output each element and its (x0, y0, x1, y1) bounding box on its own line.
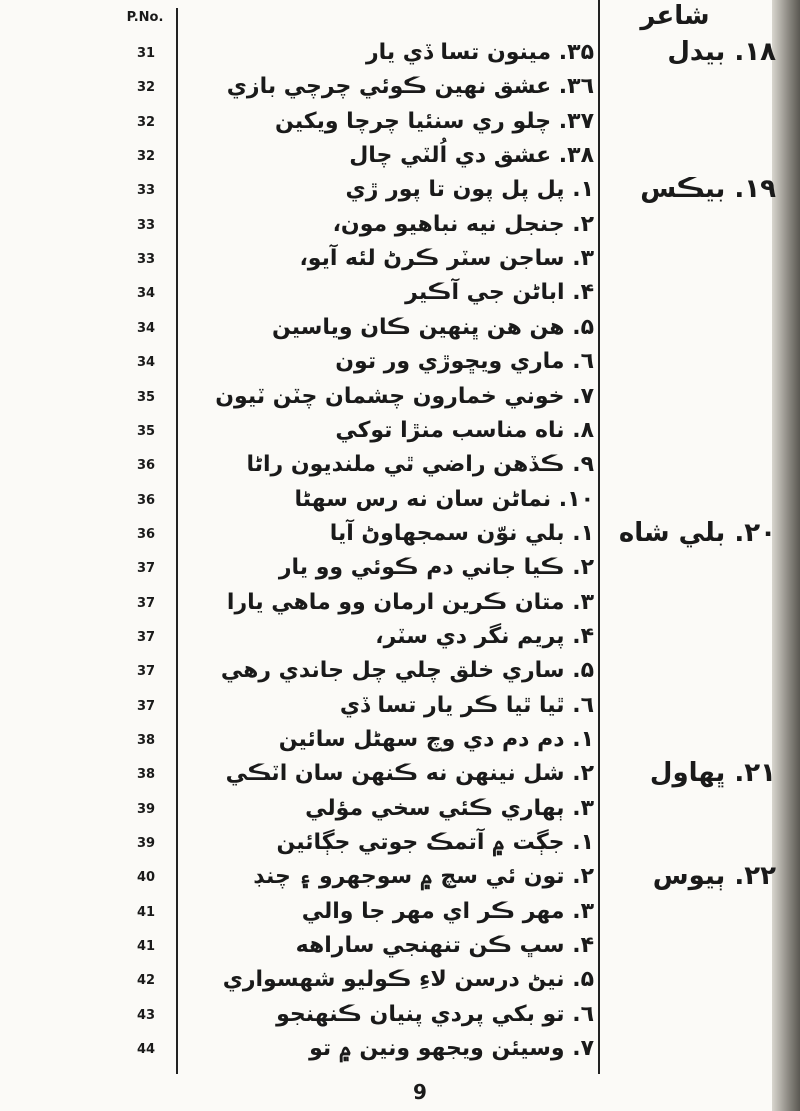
poem-title: ۳۸. عشق دي اُلٽي چال (349, 143, 594, 169)
page-number-cell: 32 (136, 80, 156, 96)
page-number-cell: 37 (136, 698, 156, 714)
page-number-cell: 39 (136, 801, 156, 817)
page-number-cell: 37 (136, 664, 156, 680)
page-number-cell: 32 (136, 114, 156, 130)
poem-title: ۳٦. عشق نهين ڪوئي چرچي بازي (226, 74, 594, 100)
page-number-cell: 35 (136, 389, 156, 405)
poet-name: ۲۲. ٻيوس (652, 861, 776, 892)
column-rule-right (598, 0, 600, 1074)
page-number: 9 (413, 1080, 427, 1104)
page-number-cell: 42 (136, 973, 156, 989)
poem-title: ۱۰. نماڻن سان نه رس سهڻا (294, 486, 594, 512)
poem-title: ۱. دم دم دي وچ سهڻل سائين (278, 727, 594, 752)
page-number-cell: 38 (136, 733, 156, 748)
page-number-cell: 33 (136, 252, 156, 268)
page-number-cell: 33 (136, 217, 156, 233)
poem-title: ۴. سڀ ڪن تنهنجي ساراهه (295, 933, 594, 959)
page-number-cell: 41 (136, 939, 156, 955)
page-number-cell: 34 (136, 355, 156, 371)
poem-title: ۳. مهر ڪر اي مهر جا والي (301, 898, 594, 924)
poem-title: ۵. هن هن ڀنهين ڪان وياسين (271, 314, 594, 340)
poem-title: ۳. ٻهاري ڪئي سخي مؤلي (305, 795, 594, 821)
poem-title: ۴. پريم نگر دي سٽر، (375, 623, 594, 649)
page-edge-shadow (772, 0, 800, 1111)
poem-title: ۳. متان ڪرين ارمان وو ماهي يارا (226, 589, 594, 615)
poem-title: ۵. نيڻ درسن لاءِ ڪوليو شهسواري (222, 967, 594, 993)
page-number-cell: 33 (136, 183, 156, 199)
page-number-cell: 35 (136, 423, 156, 439)
page-number-cell: 39 (136, 836, 156, 852)
poem-title: ۲. شل نينهن نه ڪنهن سان اٽڪي (225, 761, 594, 787)
page-number-cell: 37 (136, 561, 156, 577)
poem-title: ۲. جنجل نيه نباهيو مون، (332, 211, 594, 237)
poet-column-header: شاعر (640, 1, 710, 31)
poem-title: ۳۷. چلو ري سنئيا چرچا ويکين (275, 108, 594, 134)
poem-title: ۱. پل پل پون تا پور ڙي (345, 177, 594, 203)
page-number-cell: 37 (136, 595, 156, 611)
page-number-cell: 36 (136, 492, 156, 508)
poem-title: ۸. ناه مناسب منڙا توکي (335, 417, 594, 443)
column-rule-left (176, 8, 178, 1074)
poem-title: ۹. ڪڏهن راضي ٿي ملنديون راڻا (246, 452, 594, 478)
page-number-header: P.No. (126, 10, 164, 25)
poem-title: ۷. خوني خمارون چشمان چٽن ٽيون (215, 383, 594, 409)
page-number-cell: 31 (136, 46, 156, 61)
poet-name: ۱۸. بيدل (667, 37, 776, 67)
page-number-cell: 34 (136, 286, 156, 302)
page-number-cell: 40 (136, 870, 156, 886)
page-number-cell: 44 (136, 1042, 156, 1058)
poem-title: ٦. تو بکي پردي پنيان ڪنهنجو (276, 1001, 594, 1027)
poem-title: ۲. تون ئي سچ ۾ سوجهرو ۽ چنڊ (253, 864, 594, 890)
poet-name: ۲۰. بلي شاه (618, 517, 776, 548)
page-number-cell: 41 (136, 904, 156, 920)
poem-title: ٦. ٿيا ٿيا ڪر يار تسا ڏي (339, 692, 594, 718)
page-number-cell: 36 (136, 526, 156, 542)
page-number-cell: 43 (136, 1007, 156, 1023)
poet-name: ۲۱. ڀهاول (649, 758, 776, 789)
poem-title: ۳. ساجن سٽر ڪرڻ لئه آيو، (299, 246, 594, 272)
poem-title: ٦. ماري ويڇوڙي ور تون (335, 349, 594, 375)
page-number-cell: 34 (136, 320, 156, 336)
poem-title: ۴. اباڻن جي آڪير (405, 280, 594, 306)
poem-title: ۲. ڪيا جاني دم ڪوئي وو يار (278, 555, 594, 581)
page-number-cell: 37 (136, 629, 156, 645)
poem-title: ۱. جڳت ۾ آتمڪ جوتي جڳائين (276, 830, 594, 856)
page-number-cell: 38 (136, 767, 156, 783)
page-number-cell: 36 (136, 458, 156, 474)
poem-title: ۳۵. مينون تسا ڏي يار (365, 40, 594, 65)
poem-title: ۵. ساري خلق چلي چل جاندي رهي (220, 658, 594, 684)
poem-title: ۷. وسيئن ويجهو ونين ۾ تو (309, 1036, 594, 1062)
poem-title: ۱. بلي نوّن سمجهاوڻ آيا (329, 520, 594, 546)
poet-name: ۱۹. بيڪس (640, 174, 776, 205)
page-number-cell: 32 (136, 149, 156, 165)
